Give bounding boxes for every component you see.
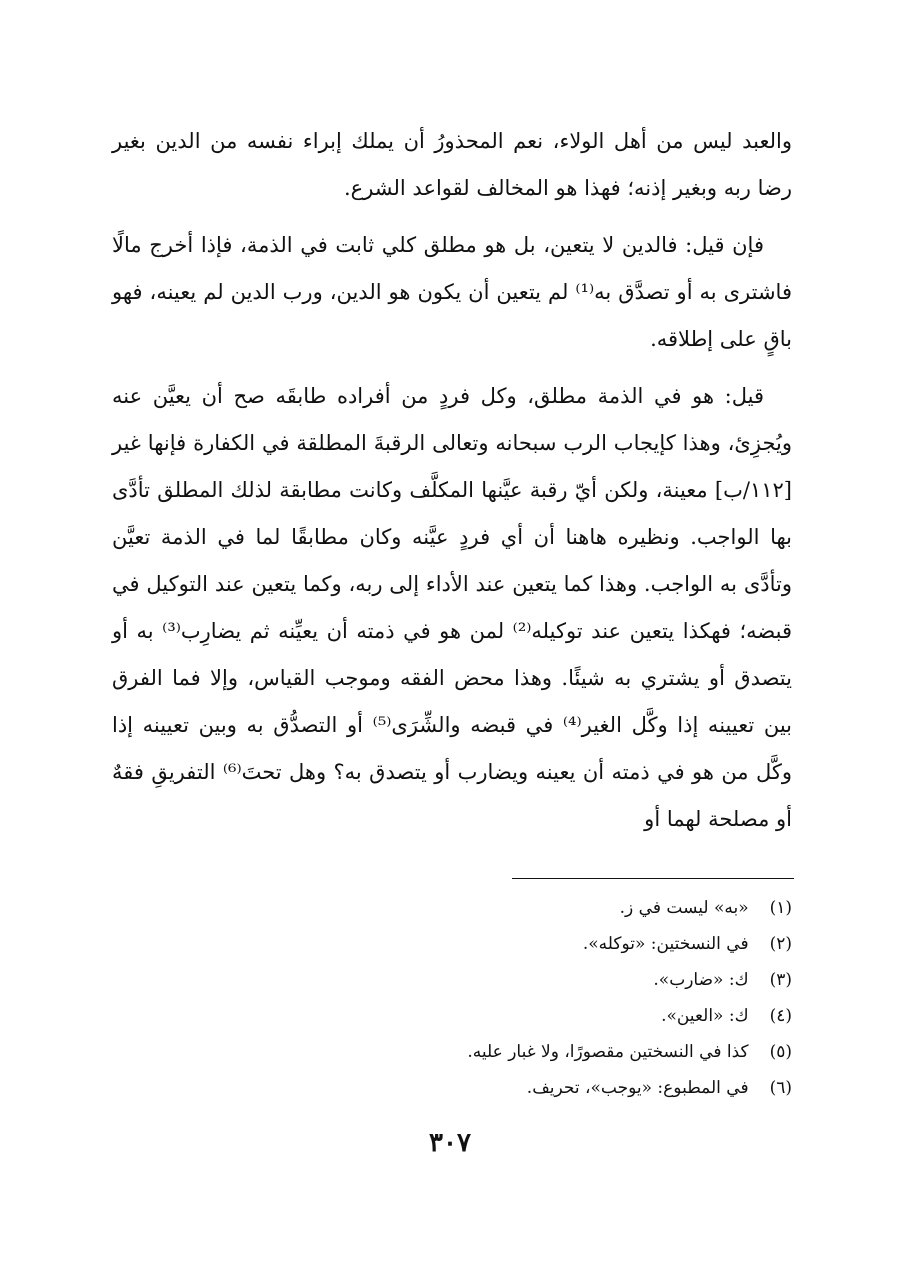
footnote-text: في النسختين: «توكله».	[582, 934, 749, 954]
paragraph-3: قيل: هو في الذمة مطلق، وكل فردٍ من أفراده طابقَه صح أن يعيَّن عنه ويُجزِئ، وهذا كإيجاب الرب سبحانه وتعالى الرقبةَ المطلقة في الكفارة فإنها غير [١١٢/ب] معينة، ولكن أيّ رقبة عيَّنها المكلَّف وكانت مطابقة لذلك المطلق تأدَّى بها الواجب. ونظيره هاهنا أن أي فردٍ عيَّنه وكان مطابقًا لما في الذمة تعيَّن وتأدَّى به الواجب. وهذا كما يتعين عند الأداء إلى ربه، وكما يتعين عند التوكيل في قبضه؛ فهكذا يتعين عند توكيله⁽²⁾ لمن هو في ذمته أن يعيِّنه ثم يضارِب⁽³⁾ به أو يتصدق أو يشتري به شيئًا. وهذا محض الفقه وموجب القياس، وإلا فما الفرق بين تعيينه إذا وكَّل الغير⁽⁴⁾ في قبضه والشِّرَى⁽⁵⁾ أو التصدُّق به وبين تعيينه إذا وكَّل من هو في ذمته أن يعينه ويضارب أو يتصدق به؟ وهل تحتَ⁽⁶⁾ التفريقِ فقهٌ أو مصلحة لهما أو	[112, 384, 792, 831]
footnote-6	[300, 1070, 792, 1106]
footnote-number: (٤)	[769, 1006, 792, 1026]
main-text-body	[112, 118, 792, 853]
paragraph-1: والعبد ليس من أهل الولاء، نعم المحذورُ أن يملك إبراء نفسه من الدين بغير رضا ربه وبغير إذنه؛ فهذا هو المخالف لقواعد الشرع.	[112, 129, 792, 200]
footnote-text: كذا في النسختين مقصورًا، ولا غبار عليه.	[467, 1042, 749, 1062]
footnote-1	[300, 890, 792, 926]
footnote-number: (١)	[769, 898, 792, 918]
footnote-2	[300, 926, 792, 962]
footnote-number: (٢)	[769, 934, 792, 954]
page-number: ٣٠٧	[429, 1128, 471, 1158]
footnote-number: (٦)	[769, 1078, 792, 1098]
footnote-4	[300, 998, 792, 1034]
footnote-text: ك: «ضارب».	[653, 970, 749, 990]
footnote-5	[300, 1034, 792, 1070]
footnotes-section	[300, 890, 792, 1106]
footnote-text: في المطبوع: «يوجب»، تحريف.	[526, 1078, 749, 1098]
footnote-text: ك: «العين».	[661, 1006, 749, 1026]
footnote-text: «به» ليست في ز.	[619, 898, 749, 918]
footnote-divider	[512, 878, 794, 879]
footnote-number: (٥)	[769, 1042, 792, 1062]
paragraph-2: فإن قيل: فالدين لا يتعين، بل هو مطلق كلي ثابت في الذمة، فإذا أخرج مالًا فاشترى به أو تصدَّق به⁽¹⁾ لم يتعين أن يكون هو الدين، ورب الدين لم يعينه، فهو باقٍ على إطلاقه.	[112, 233, 792, 351]
footnote-3	[300, 962, 792, 998]
footnote-number: (٣)	[769, 970, 792, 990]
